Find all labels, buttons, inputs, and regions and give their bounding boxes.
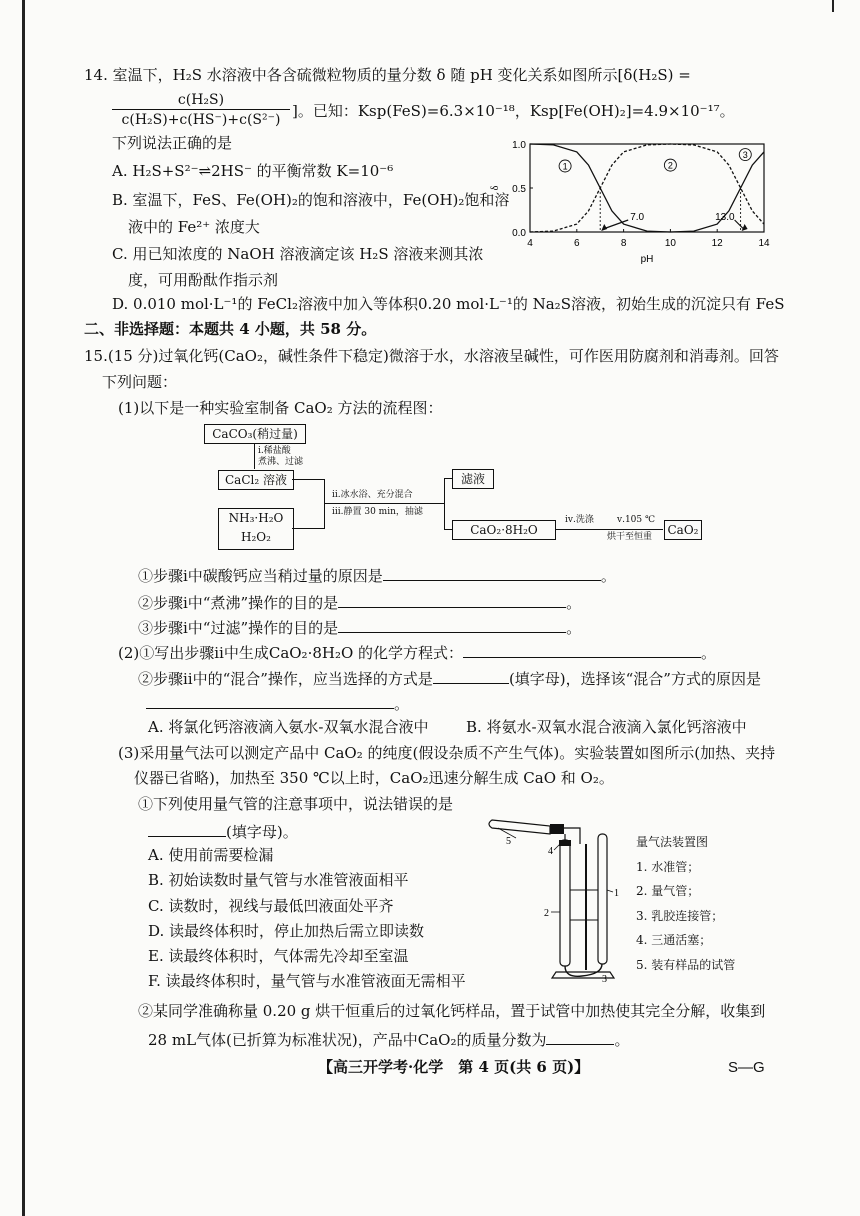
answer-blank[interactable] [433, 669, 509, 684]
answer-blank[interactable] [546, 1030, 614, 1045]
q14-option-b-2: 液中的 Fe²⁺ 浓度大 [128, 218, 260, 236]
q14-fraction-numerator: c(H₂S) [112, 92, 290, 110]
answer-blank[interactable] [146, 694, 394, 709]
apparatus-legend-1: 1. 水准管； [636, 859, 700, 874]
q14-option-a: A. H₂S+S²⁻⇌2HS⁻ 的平衡常数 K=10⁻⁶ [112, 162, 394, 180]
q14-option-b-1: B. 室温下，FeS、Fe(OH)₂的饱和溶液中，Fe(OH)₂饱和溶 [112, 191, 510, 209]
q15-part1: (1)以下是一种实验室制备 CaO₂ 方法的流程图： [118, 399, 443, 417]
flow-arrow-wash [555, 529, 605, 530]
flow-step4: ⅳ.洗涤 [565, 515, 594, 525]
q15-3-2a: ②某同学准确称量 0.20 g 烘干恒重后的过氧化钙样品，置于试管中加热使其完全分解，收集到 [138, 1002, 766, 1020]
q15-intro-1: 15.(15 分)过氧化钙(CaO₂，碱性条件下稳定)微溶于水，水溶液呈碱性，可作医用防腐剂和消毒剂。回答 [84, 347, 779, 365]
q15-3-option-a: A. 使用前需要检漏 [148, 846, 274, 864]
rubber-tube [565, 964, 602, 976]
q15-1-1: ①步骤ⅰ中碳酸钙应当稍过量的原因是 。 [138, 567, 616, 585]
scan-edge-left [22, 0, 25, 1216]
measuring-tube [560, 840, 570, 966]
apparatus-title: 量气法装置图 [636, 835, 709, 849]
paper-code: S—G [728, 1059, 765, 1076]
chart-x-tick-label: 12 [711, 238, 723, 249]
q15-3-option-b: B. 初始读数时量气管与水准管液面相平 [148, 871, 409, 889]
chart-series-label-2: 2 [667, 160, 673, 171]
chart-y-tick-label: 0.5 [512, 184, 526, 195]
q15-2-1: (2)①写出步骤ⅱ中生成CaO₂·8H₂O 的化学方程式： 。 [118, 644, 717, 662]
apparatus-legend-5: 5. 装有样品的试管 [636, 957, 736, 972]
chart-x-tick-label: 14 [758, 238, 770, 249]
q14-fraction [112, 92, 290, 128]
label-4: 4 [548, 846, 553, 857]
flow-arrow-1 [254, 443, 255, 469]
chart-series-label-3: 3 [742, 150, 748, 161]
label-3: 3 [602, 974, 607, 984]
apparatus-legend-4: 4. 三通活塞； [636, 933, 712, 947]
flow-step1-b: 煮沸、过滤 [258, 457, 304, 467]
flow-arrow-dry [605, 529, 663, 530]
label-5: 5 [506, 836, 511, 847]
answer-blank[interactable] [148, 822, 226, 837]
q15-2-2: ②步骤ⅱ中的“混合”操作，应当选择的方式是 (填字母)，选择该“混合”方式的原因是 [138, 670, 761, 688]
label-1: 1 [614, 888, 619, 899]
q14-option-d: D. 0.010 mol·L⁻¹的 FeCl₂溶液中加入等体积0.20 mol·L⁻¹的 Na₂S溶液，初始生成的沉淀只有 FeS [112, 295, 785, 313]
chart-annotation-arrow [735, 220, 744, 229]
q15-2-option-b: B. 将氨水-双氧水混合液滴入氯化钙溶液中 [466, 718, 747, 736]
flow-step5-a: ⅴ.105 ℃ [617, 515, 656, 525]
chart-annotation-arrowhead [601, 224, 607, 231]
q15-3-option-f: F. 读最终体积时，量气管与水准管液面无需相平 [148, 972, 466, 990]
page-footer: 【高三开学考·化学 第 4 页(共 6 页)】 [318, 1058, 590, 1076]
chart-x-tick-label: 6 [574, 238, 580, 249]
chart-x-tick-label: 10 [664, 238, 676, 249]
q15-3-option-c: C. 读数时，视线与最低凹液面处平齐 [148, 897, 394, 915]
chart-series-label-1: 1 [562, 161, 568, 172]
answer-blank[interactable] [463, 643, 701, 658]
q14-line1: 14. 室温下，H₂S 水溶液中各含硫微粒物质的量分数 δ 随 pH 变化关系如图所示[δ(H₂S) = [84, 66, 691, 84]
flow-cao2-box: CaO₂ [664, 520, 702, 540]
three-way-stopcock [559, 840, 571, 846]
apparatus-legend [636, 830, 735, 977]
apparatus-legend-2: 2. 量气管； [636, 884, 700, 898]
chart-annotation-label: 13.0 [715, 212, 735, 223]
q15-3-2b: 28 mL气体(已折算为标准状况)，产品中CaO₂的质量分数为 。 [148, 1031, 630, 1049]
q14-line2: ]。已知：Ksp(FeS)=6.3×10⁻¹⁸，Ksp[Fe(OH)₂]=4.9×10⁻¹⁷。 [292, 102, 735, 120]
chart-annotation-label: 7.0 [630, 212, 645, 223]
q15-2-option-a: A. 将氯化钙溶液滴入氨水-双氧水混合液中 [148, 718, 429, 736]
q15-3-intro-1: (3)采用量气法可以测定产品中 CaO₂ 的纯度(假设杂质不产生气体)。实验装置如图所示(加热、夹持 [118, 744, 776, 762]
gas-measuring-apparatus [486, 814, 636, 984]
q15-3-1b: (填字母)。 [148, 822, 298, 840]
answer-blank[interactable] [338, 593, 566, 608]
apparatus-legend-3: 3. 乳胶连接管； [636, 908, 724, 923]
flow-step5-b: 烘干至恒重 [607, 532, 653, 542]
flow-filtrate-box: 滤液 [452, 469, 494, 489]
flow-h2o2: H₂O₂ [241, 530, 271, 544]
q15-3-option-e: E. 读最终体积时，气体需先冷却至室温 [148, 947, 409, 965]
label-2: 2 [544, 908, 549, 919]
answer-blank[interactable] [383, 566, 601, 581]
q15-3-intro-2: 仪器已省略)，加热至 350 ℃以上时，CaO₂迅速分解生成 CaO 和 O₂。 [134, 769, 614, 787]
flow-step3: ⅲ.静置 30 min，抽滤 [332, 507, 423, 517]
q15-3-1: ①下列使用量气管的注意事项中，说法错误的是 [138, 795, 454, 813]
flow-step2: ⅱ.冰水浴、充分混合 [332, 490, 413, 500]
chart-y-tick-label: 1.0 [512, 140, 526, 151]
flow-cacl2-box: CaCl₂ 溶液 [218, 470, 294, 490]
chart-x-tick-label: 8 [620, 238, 627, 249]
q15-1-3: ③步骤ⅰ中“过滤”操作的目的是 。 [138, 619, 582, 637]
answer-blank[interactable] [338, 618, 566, 633]
q15-3-option-d: D. 读最终体积时，停止加热后需立即读数 [148, 922, 425, 940]
scan-edge-right [832, 0, 834, 12]
q14-fraction-denominator: c(H₂S)+c(HS⁻)+c(S²⁻) [121, 112, 281, 128]
chart-y-tick-label: 0.0 [512, 228, 526, 239]
flow-cao2-8h2o-box: CaO₂·8H₂O [452, 520, 556, 540]
speciation-chart [488, 134, 788, 272]
flow-main-line [324, 503, 444, 504]
section-2-heading: 二、非选择题：本题共 4 小题，共 58 分。 [84, 320, 377, 338]
q15-1-2: ②步骤ⅰ中“煮沸”操作的目的是 。 [138, 594, 582, 612]
levelling-tube [598, 834, 607, 964]
q15-intro-2: 下列问题： [102, 373, 178, 391]
chart-y-axis-label: δ [490, 185, 501, 191]
flow-caco3-box: CaCO₃(稍过量) [204, 424, 306, 444]
flow-nh3-h2o2-box [218, 508, 294, 550]
chart-x-tick-label: 4 [527, 238, 533, 249]
chart-x-axis-label: pH [640, 254, 654, 265]
q15-2-2-cont: 。 [146, 694, 409, 712]
q14-option-c-1: C. 用已知浓度的 NaOH 溶液滴定该 H₂S 溶液来测其浓 [112, 245, 484, 263]
flow-nh3: NH₃·H₂O [228, 511, 284, 525]
q14-prompt: 下列说法正确的是 [112, 134, 233, 152]
q14-option-c-2: 度，可用酚酞作指示剂 [128, 271, 279, 289]
flow-step1-a: ⅰ.稀盐酸 [258, 446, 291, 456]
